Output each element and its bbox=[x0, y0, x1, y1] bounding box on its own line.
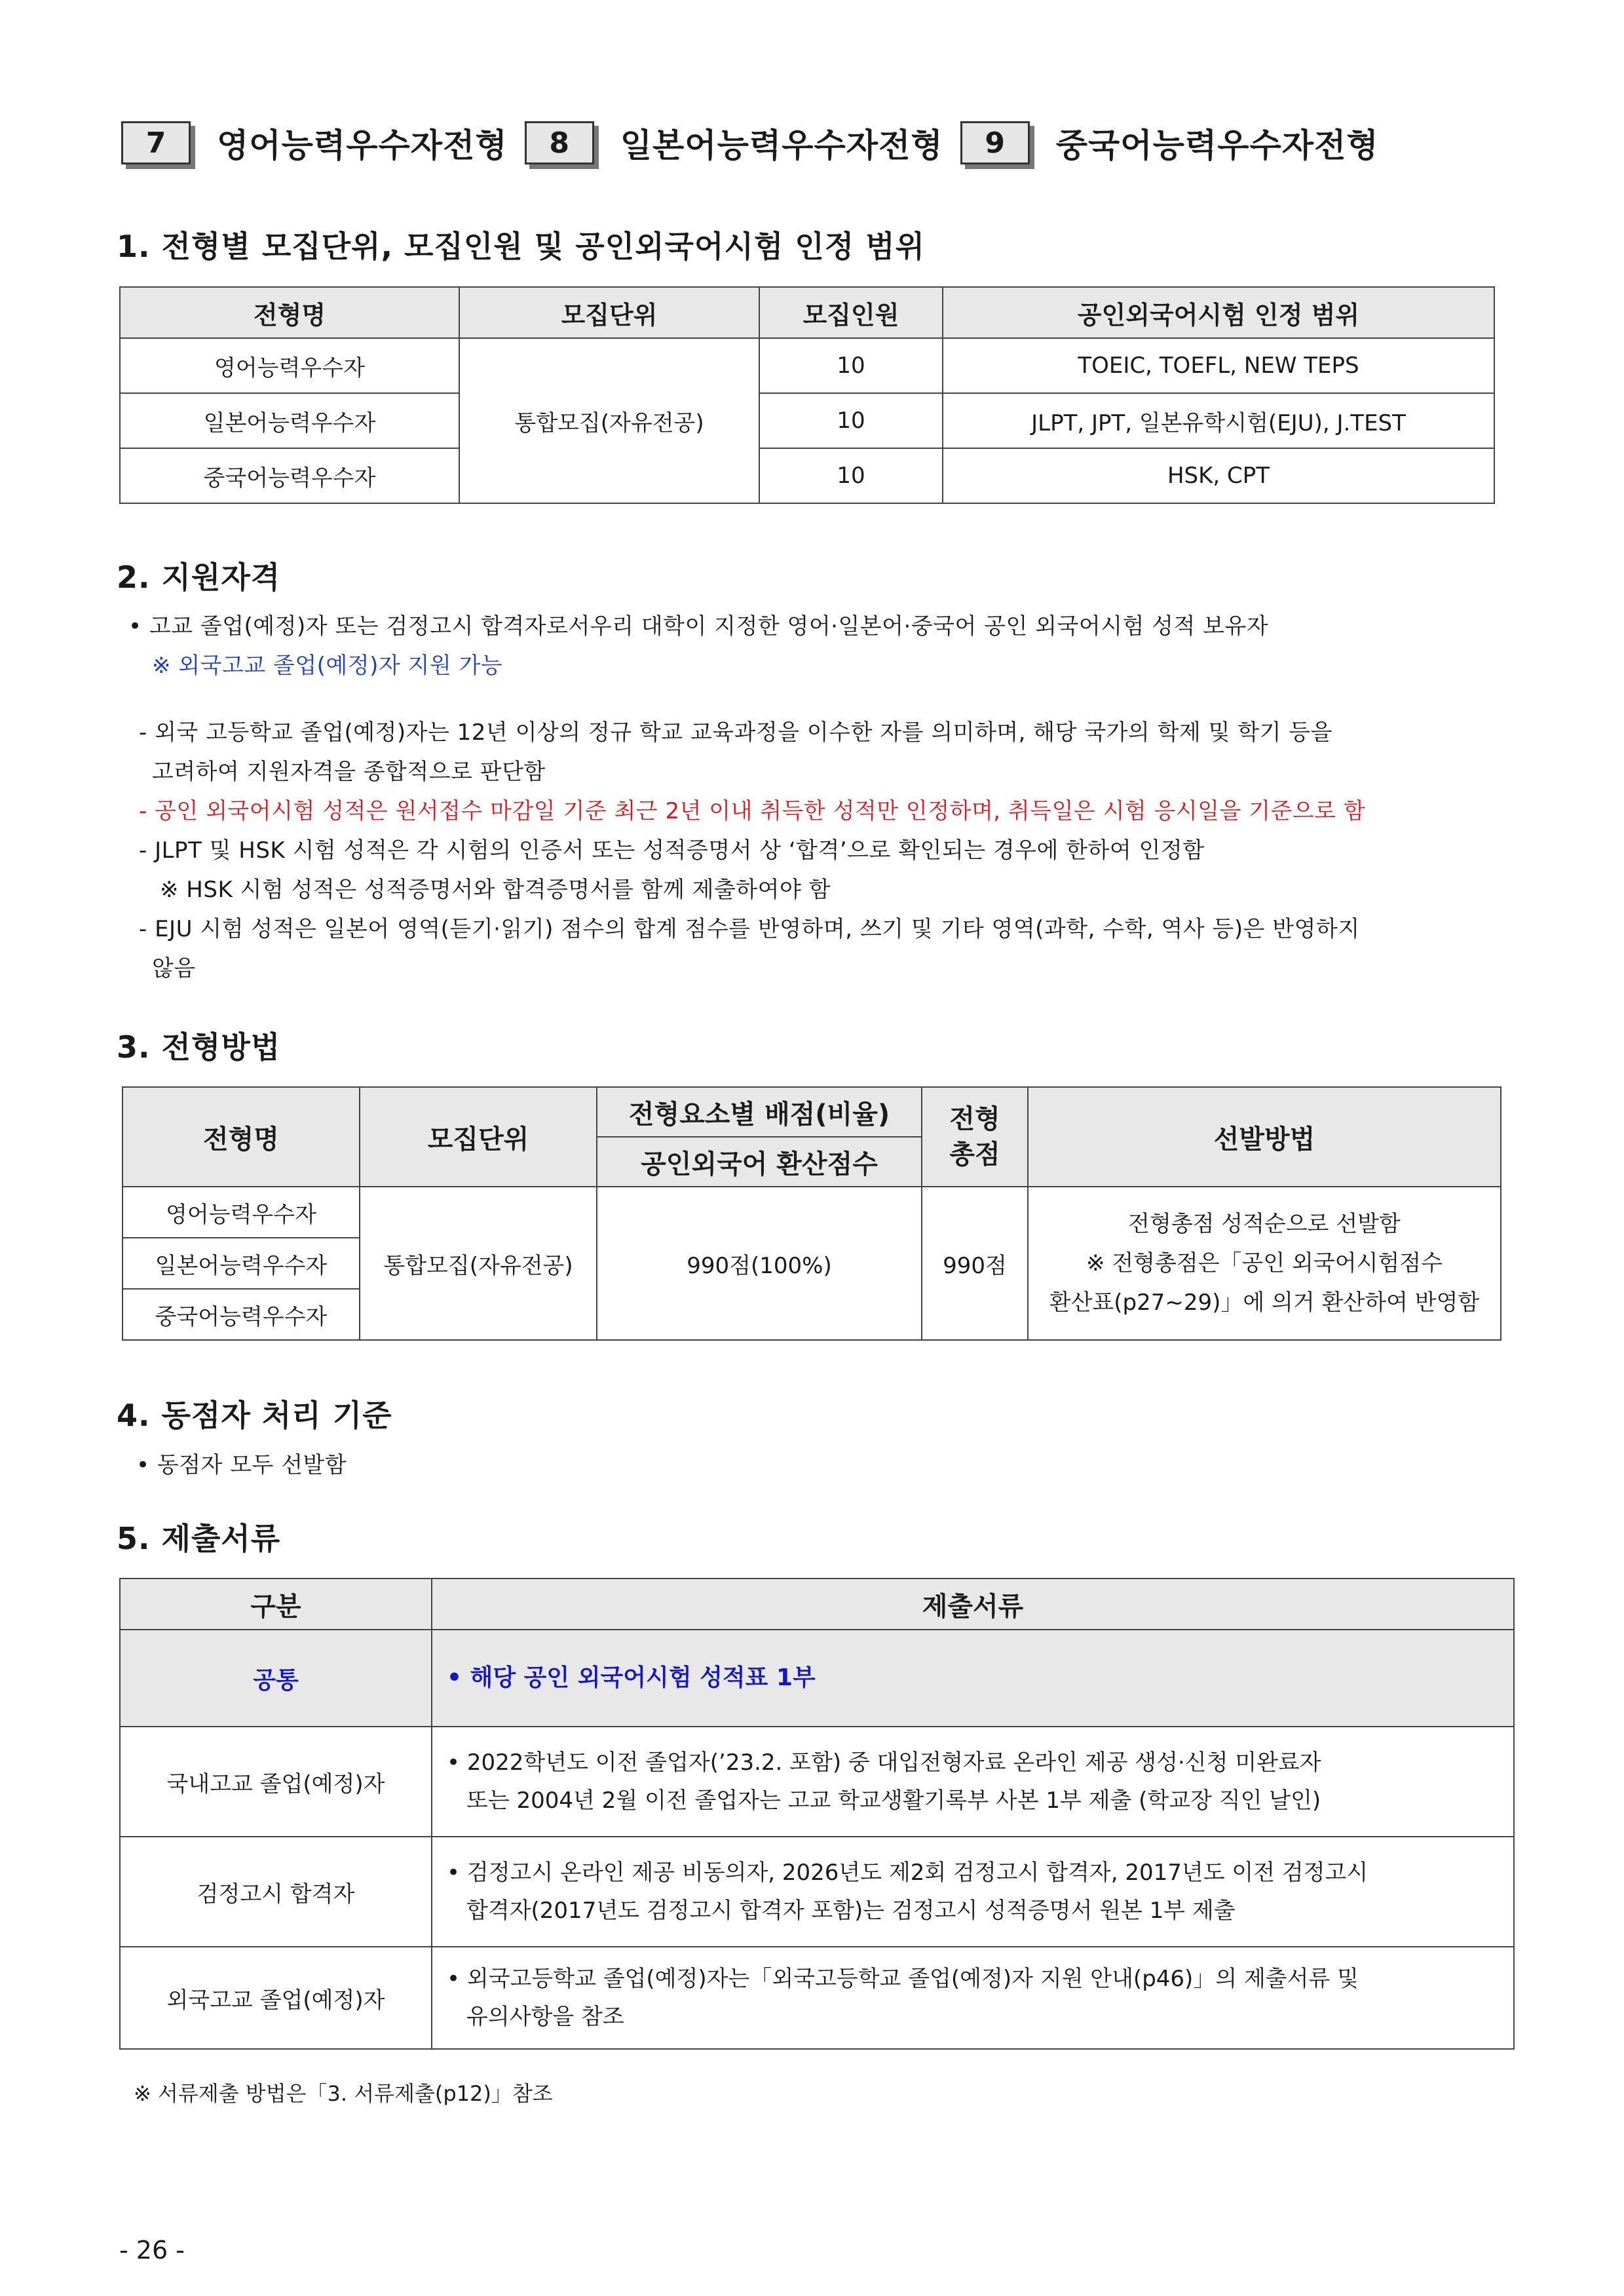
range-cell: HSK, CPT bbox=[943, 448, 1494, 503]
header-cell: 모집인원 bbox=[759, 287, 943, 338]
category-cell: 공통 bbox=[120, 1630, 432, 1727]
count-cell: 10 bbox=[759, 393, 943, 448]
header-cell: 선발방법 bbox=[1028, 1087, 1501, 1187]
page-number: - 26 - bbox=[119, 2236, 185, 2265]
requirement-line: 고려하여 지원자격을 종합적으로 판단함 bbox=[152, 759, 546, 785]
total-header-line: 전형 bbox=[949, 1104, 1000, 1134]
requirement-note: ※ HSK 시험 성적은 성적증명서와 합격증명서를 함께 제출하여야 함 bbox=[160, 877, 831, 903]
track-name-cell: 중국어능력우수자 bbox=[120, 448, 459, 503]
header-cell: 구분 bbox=[120, 1578, 432, 1630]
requirement-line-highlight: - 공인 외국어시험 성적은 원서접수 마감일 기준 최근 2년 이내 취득한 성적만 인정하며, 취득일은 시험 응시일을 기준으로 함 bbox=[139, 798, 1366, 824]
table-row bbox=[120, 393, 1494, 448]
count-cell: 10 bbox=[759, 448, 943, 503]
track-name-cell: 중국어능력우수자 bbox=[123, 1289, 360, 1340]
heading-title-english: 영어능력우수자전형 bbox=[217, 126, 508, 164]
document-line: • 외국고등학교 졸업(예정)자는「외국고등학교 졸업(예정)자 지원 안내(p46)」의 제출서류 및 bbox=[447, 1966, 1359, 1992]
requirement-line: - 외국 고등학교 졸업(예정)자는 12년 이상의 정규 학교 교육과정을 이수한 자를 의미하며, 해당 국가의 학제 및 학기 등을 bbox=[139, 719, 1332, 746]
document-line: 합격자(2017년도 검정고시 합격자 포함)는 검정고시 성적증명서 원본 1부 제출 bbox=[466, 1898, 1236, 1924]
page-heading bbox=[121, 119, 1396, 166]
submission-method-note: ※ 서류제출 방법은「3. 서류제출(p12)」참조 bbox=[134, 2081, 553, 2106]
score-cell: 990점(100%) bbox=[597, 1187, 922, 1340]
header-cell: 전형명 bbox=[120, 287, 459, 338]
heading-number-box: 8 bbox=[525, 121, 594, 164]
table-row bbox=[123, 1187, 1501, 1238]
document-line: 또는 2004년 2월 이전 졸업자는 고교 학교생활기록부 사본 1부 제출 (학교장 직인 날인) bbox=[466, 1788, 1321, 1814]
heading-number-box: 9 bbox=[960, 121, 1030, 164]
header-cell: 공인외국어시험 인정 범위 bbox=[943, 287, 1494, 338]
table-row bbox=[120, 1727, 1514, 1837]
method-line: 전형총점 성적순으로 선발함 bbox=[1128, 1211, 1401, 1237]
total-header-line: 총점 bbox=[949, 1139, 1000, 1170]
section-4-title: 4. 동점자 처리 기준 bbox=[117, 1398, 392, 1433]
category-cell: 국내고교 졸업(예정)자 bbox=[120, 1727, 432, 1837]
document-cell bbox=[432, 1837, 1514, 1947]
table-header-row bbox=[120, 287, 1494, 338]
document-cell bbox=[432, 1947, 1514, 2049]
table-header-row bbox=[120, 1578, 1514, 1630]
track-name-cell: 일본어능력우수자 bbox=[123, 1238, 360, 1289]
requirement-line: - JLPT 및 HSK 시험 성적은 각 시험의 인증서 또는 성적증명서 상 ‘합격’으로 확인되는 경우에 한하여 인정함 bbox=[139, 837, 1205, 864]
eligibility-bullet: • 고교 졸업(예정)자 또는 검정고시 합격자로서우리 대학이 지정한 영어·일본어·중국어 공인 외국어시험 성적 보유자 bbox=[128, 613, 1269, 640]
range-cell: JLPT, JPT, 일본유학시험(EJU), J.TEST bbox=[943, 393, 1494, 448]
method-line: ※ 전형총점은「공인 외국어시험점수 bbox=[1086, 1250, 1443, 1276]
count-cell: 10 bbox=[759, 338, 943, 393]
section-5-title: 5. 제출서류 bbox=[117, 1521, 281, 1556]
document-line: 유의사항을 참조 bbox=[466, 2004, 624, 2030]
table-row bbox=[120, 448, 1494, 503]
unit-cell: 통합모집(자유전공) bbox=[459, 338, 759, 503]
document-line: • 2022학년도 이전 졸업자(’23.2. 포함) 중 대입전형자료 온라인 제공 생성·신청 미완료자 bbox=[447, 1750, 1321, 1776]
category-cell: 외국고교 졸업(예정)자 bbox=[120, 1947, 432, 2049]
header-cell: 제출서류 bbox=[432, 1578, 1514, 1630]
heading-title-japanese: 일본어능력우수자전형 bbox=[620, 126, 943, 164]
document-cell bbox=[432, 1727, 1514, 1837]
table-row bbox=[120, 1947, 1514, 2049]
section-3-title: 3. 전형방법 bbox=[117, 1029, 281, 1065]
selection-method-table bbox=[122, 1086, 1501, 1341]
header-cell-total bbox=[922, 1087, 1028, 1187]
header-cell: 전형요소별 배점(비율) bbox=[597, 1087, 922, 1137]
heading-number-box: 7 bbox=[121, 121, 191, 164]
table-row bbox=[120, 1837, 1514, 1947]
foreign-school-note: ※ 외국고교 졸업(예정)자 지원 가능 bbox=[152, 653, 503, 679]
track-name-cell: 영어능력우수자 bbox=[123, 1187, 360, 1238]
table-row-common bbox=[120, 1630, 1514, 1727]
total-cell: 990점 bbox=[922, 1187, 1028, 1340]
category-cell: 검정고시 합격자 bbox=[120, 1837, 432, 1947]
recruitment-table bbox=[119, 286, 1495, 504]
section-2-title: 2. 지원자격 bbox=[117, 560, 281, 595]
requirement-line: 않음 bbox=[152, 955, 196, 982]
method-cell bbox=[1028, 1187, 1501, 1340]
documents-table bbox=[119, 1578, 1515, 2050]
range-cell: TOEIC, TOEFL, NEW TEPS bbox=[943, 338, 1494, 393]
document-cell: • 해당 공인 외국어시험 성적표 1부 bbox=[432, 1630, 1514, 1727]
header-cell: 공인외국어 환산점수 bbox=[597, 1137, 922, 1187]
table-header-row bbox=[123, 1087, 1501, 1137]
track-name-cell: 영어능력우수자 bbox=[120, 338, 459, 393]
section-1-title: 1. 전형별 모집단위, 모집인원 및 공인외국어시험 인정 범위 bbox=[117, 229, 926, 264]
heading-title-chinese: 중국어능력우수자전형 bbox=[1055, 126, 1379, 164]
unit-cell: 통합모집(자유전공) bbox=[360, 1187, 597, 1340]
requirement-line: - EJU 시험 성적은 일본어 영역(듣기·읽기) 점수의 합계 점수를 반영하며, 쓰기 및 기타 영역(과학, 수학, 역사 등)은 반영하지 bbox=[139, 916, 1360, 942]
header-cell: 모집단위 bbox=[360, 1087, 597, 1187]
track-name-cell: 일본어능력우수자 bbox=[120, 393, 459, 448]
document-line: • 검정고시 온라인 제공 비동의자, 2026년도 제2회 검정고시 합격자, 2017년도 이전 검정고시 bbox=[447, 1860, 1369, 1886]
method-line: 환산표(p27~29)」에 의거 환산하여 반영함 bbox=[1049, 1290, 1480, 1316]
tie-break-bullet: • 동점자 모두 선발함 bbox=[136, 1452, 347, 1478]
header-cell: 전형명 bbox=[123, 1087, 360, 1187]
table-row bbox=[120, 338, 1494, 393]
header-cell: 모집단위 bbox=[459, 287, 759, 338]
